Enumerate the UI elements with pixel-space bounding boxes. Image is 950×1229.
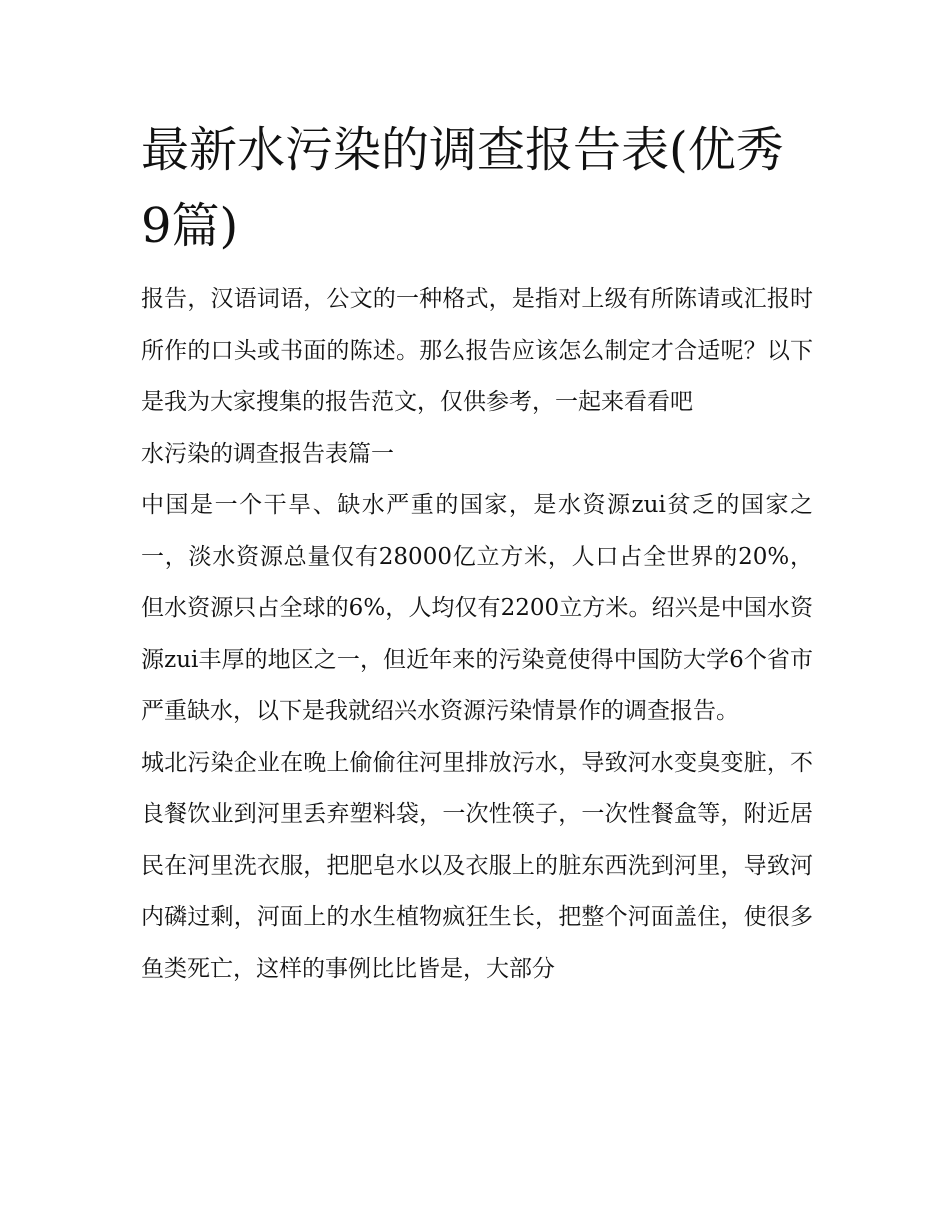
document-body [141, 274, 813, 995]
document-page [141, 112, 813, 995]
body-paragraph: 中国是一个干旱、缺水严重的国家，是水资源zui贫乏的国家之一，淡水资源总量仅有28000亿立方米，人口占全世界的20%，但水资源只占全球的6%，人均仅有2200立方米。绍兴是中国水资源zui丰厚的地区之一，但近年来的污染竟使得中国防大学6个省市严重缺水，以下是我就绍兴水资源污染情景作的调查报告。 [141, 492, 813, 724]
section-heading: 水污染的调查报告表篇一 [141, 440, 394, 467]
body-paragraph: 城北污染企业在晚上偷偷往河里排放污水，导致河水变臭变脏，不良餐饮业到河里丢弃塑料袋，一次性筷子，一次性餐盒等，附近居民在河里洗衣服，把肥皂水以及衣服上的脏东西洗到河里，导致河内磷过剩，河面上的水生植物疯狂生长，把整个河面盖住，使很多鱼类死亡，这样的事例比比皆是，大部分 [141, 749, 813, 982]
intro-paragraph: 报告，汉语词语，公文的一种格式，是指对上级有所陈请或汇报时所作的口头或书面的陈述。那么报告应该怎么制定才合适呢？以下是我为大家搜集的报告范文，仅供参考，一起来看看吧 [141, 286, 813, 415]
document-title: 最新水污染的调查报告表(优秀9篇) [141, 122, 784, 254]
